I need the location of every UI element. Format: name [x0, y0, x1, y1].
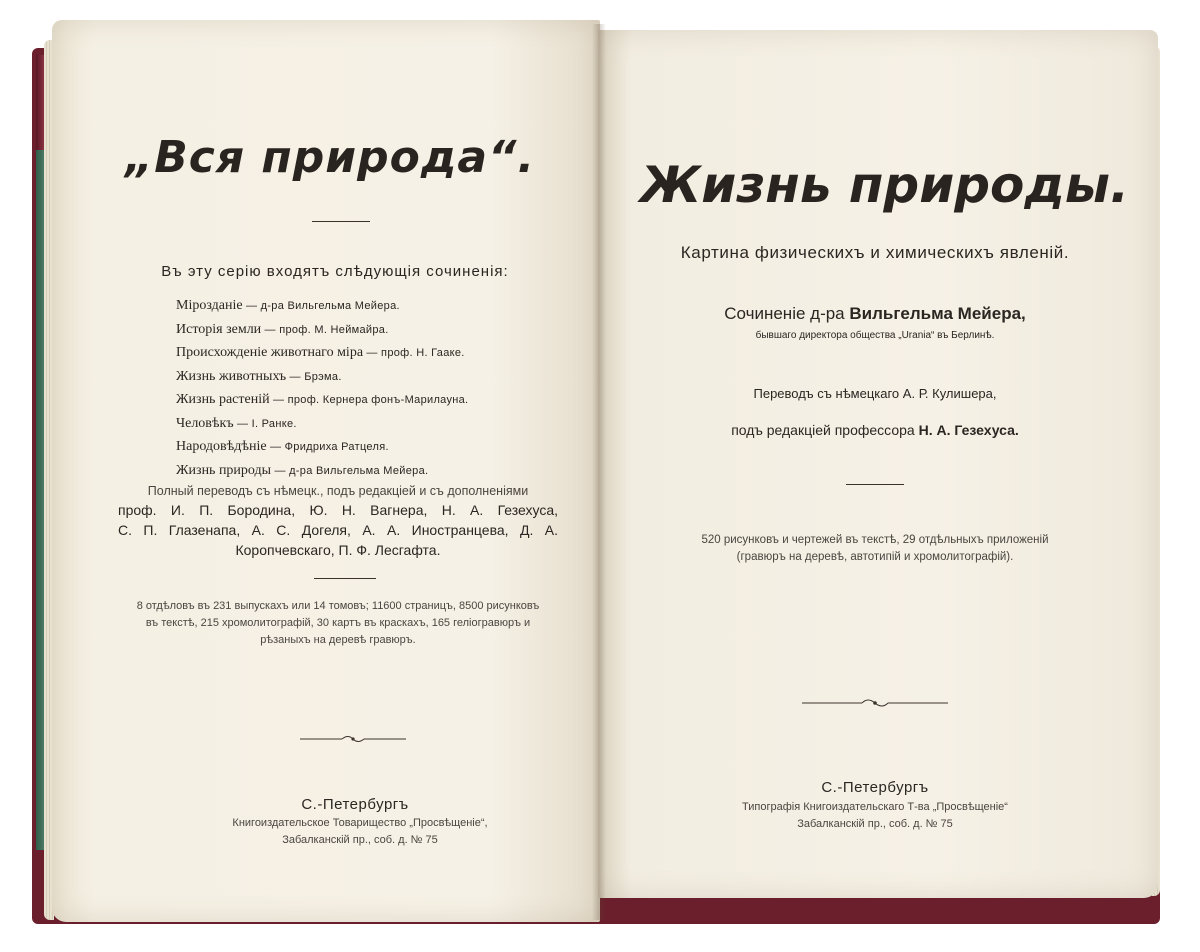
work-item: Происхожденіе животнаго міра — проф. Н. Гааке. — [176, 345, 465, 360]
work-item: Жизнь растеній — проф. Кернера фонъ-Марилауна. — [176, 392, 469, 407]
illus-line: (гравюръ на деревѣ, автотипій и хромолитографій). — [736, 551, 1014, 563]
title-divider — [312, 221, 370, 222]
work-item: Народовѣдѣніе — Фридриха Ратцеля. — [176, 439, 389, 454]
ornament-divider-right — [800, 696, 950, 710]
imprint-line: Книгоиздательское Товарищество „Просвѣщеніе“, — [232, 817, 488, 829]
translation-line: Полный переводъ съ нѣмецк., подъ редакціей и съ дополненіями — [147, 484, 529, 498]
section-divider — [314, 578, 376, 579]
editor-line — [640, 422, 1110, 438]
left-imprint — [190, 815, 530, 849]
translator-name: А. Р. Кулишера, — [902, 386, 997, 401]
works-list — [176, 294, 556, 482]
author-role: бывшаго директора общества „Urania“ въ Берлинѣ. — [755, 330, 995, 341]
translation-line: С. П. Глазенапа, А. С. Догеля, А. А. Иностранцева, Д. А. — [118, 522, 558, 538]
ornament-divider — [298, 732, 408, 746]
work-item: Жизнь животныхъ — Брэма. — [176, 368, 342, 384]
author-prefix: Сочиненіе д-ра — [724, 304, 845, 323]
book-subtitle: Картина физическихъ и химическихъ явленій. — [680, 243, 1070, 262]
editor-name: Н. А. Гезехуса. — [918, 422, 1019, 438]
translator-prefix: Переводъ съ нѣмецкаго — [753, 386, 900, 401]
series-intro: Въ эту серію входятъ слѣдующія сочиненія: — [161, 263, 509, 280]
illus-line: 520 рисунковъ и чертежей въ текстѣ, 29 отдѣльныхъ приложеній — [701, 534, 1049, 546]
author-name: Вильгельма Мейера, — [849, 304, 1026, 323]
translation-line: Коропчевскаго, П. Ф. Лесгафта. — [235, 542, 441, 558]
stats-line: рѣзаныхъ на деревѣ гравюръ. — [260, 634, 416, 646]
series-stats — [118, 598, 558, 649]
translation-credits — [118, 483, 558, 560]
right-city: С.-Петербургъ — [821, 779, 929, 796]
book-title: Жизнь природы. — [640, 156, 1129, 214]
translator-line — [640, 386, 1110, 401]
work-item: Мірозданіе — д-ра Вильгельма Мейера. — [176, 298, 400, 313]
imprint-line: Забалканскій пр., соб. д. № 75 — [797, 818, 953, 830]
author-line — [640, 304, 1110, 324]
stats-line: въ текстѣ, 215 хромолитографій, 30 картъ въ краскахъ, 165 геліогравюръ и — [145, 617, 531, 629]
editor-prefix: подъ редакціей профессора — [731, 422, 915, 438]
series-title: „Вся природа“. — [124, 132, 536, 183]
work-item: Исторія земли — проф. М. Неймайра. — [176, 321, 389, 337]
illustrations-note — [640, 532, 1110, 566]
book-gutter — [592, 24, 606, 920]
right-divider — [846, 484, 904, 485]
stats-line: 8 отдѣловъ въ 231 выпускахъ или 14 томовъ; 11600 страницъ, 8500 рисунковъ — [136, 600, 540, 612]
imprint-line: Забалканскій пр., соб. д. № 75 — [282, 834, 438, 846]
left-city: С.-Петербургъ — [301, 796, 409, 813]
translation-line: проф. И. П. Бородина, Ю. Н. Вагнера, Н. А. Гезехуса, — [118, 502, 558, 518]
right-imprint — [700, 799, 1050, 833]
imprint-line: Типографія Книгоиздательскаго Т-ва „Просвѣщеніе“ — [742, 801, 1008, 813]
work-item: Жизнь природы — д-ра Вильгельма Мейера. — [176, 462, 429, 478]
work-item: Человѣкъ — I. Ранке. — [176, 415, 297, 431]
